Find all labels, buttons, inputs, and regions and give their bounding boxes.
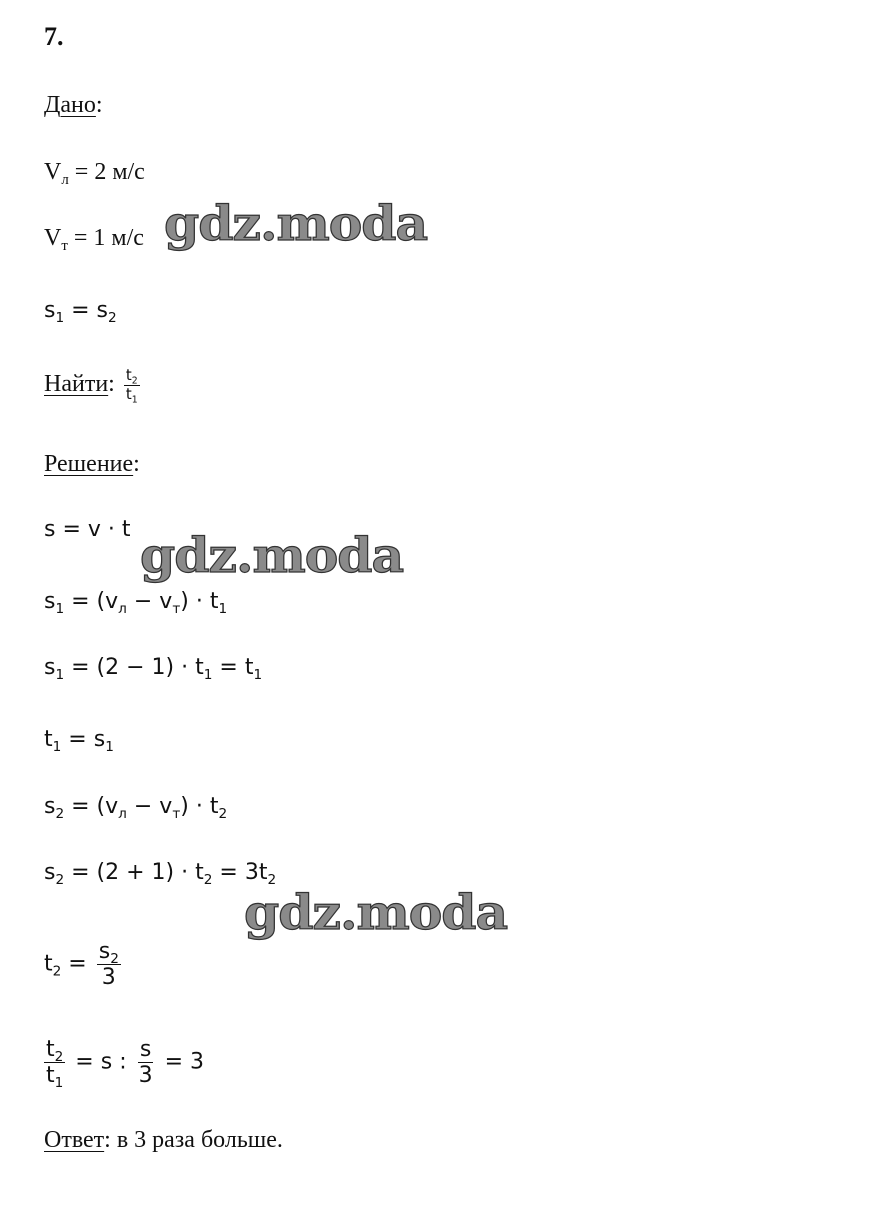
solution-line-3: $s_1 = (2 - 1) \cdot t_1 = t_1$	[44, 655, 263, 683]
find-fraction: $\frac{t_2}{t_1}$	[125, 366, 138, 405]
solution-line-8: $\frac{t_2}{t_1}$ = s : $\frac{s}{3}$ = 3	[46, 1037, 205, 1091]
v-subscript: т	[61, 238, 68, 255]
v-symbol: V	[44, 159, 62, 185]
v-value: = 1 м/с	[67, 225, 144, 251]
solution-colon: :	[133, 451, 140, 477]
solution-line-5: $s_2 = (v_л - v_т) \cdot t_2$	[44, 794, 228, 822]
fraction-t2-over-t1: $\frac{t_2}{t_1}$	[46, 1037, 64, 1091]
solution-line-6: $s_2 = (2 + 1) \cdot t_2 = 3t_2$	[44, 860, 277, 888]
given-distance-equality: $s_1 = s_2$	[44, 298, 117, 326]
solution-line-7: $t_2$ = $\frac{s_2}{3}$	[44, 939, 119, 991]
find-label: Найти	[44, 370, 109, 397]
find-line	[44, 368, 143, 403]
solution-heading	[44, 449, 140, 479]
given-colon: :	[95, 92, 103, 118]
problem-number: 7.	[44, 22, 64, 51]
watermark-2: gdz.moda	[140, 528, 404, 584]
given-label: Дано	[44, 92, 96, 118]
solution-label: Решение	[44, 451, 134, 477]
solution-line-2: $s_1 = (v_л - v_т) \cdot t_1$	[44, 589, 228, 617]
solution-line-4: $t_1 = s_1$	[44, 727, 114, 755]
find-colon: :	[108, 370, 115, 397]
given-heading	[44, 90, 103, 120]
fraction-s2-over-3: $\frac{s_2}{3}$	[98, 939, 119, 991]
fraction-s-over-3: $\frac{s}{3}$	[138, 1037, 153, 1089]
given-v-boat	[44, 157, 145, 187]
answer-label: Ответ	[44, 1127, 105, 1153]
solution-line-1: s = v · t	[44, 517, 131, 542]
v-subscript: л	[61, 172, 69, 189]
watermark-1: gdz.moda	[164, 196, 428, 252]
watermark-3: gdz.moda	[244, 885, 508, 941]
answer-text: : в 3 раза больше.	[104, 1127, 283, 1153]
v-symbol: V	[44, 225, 62, 251]
v-value: = 2 м/с	[68, 159, 145, 185]
given-v-current	[44, 223, 144, 253]
answer-line	[44, 1125, 283, 1155]
